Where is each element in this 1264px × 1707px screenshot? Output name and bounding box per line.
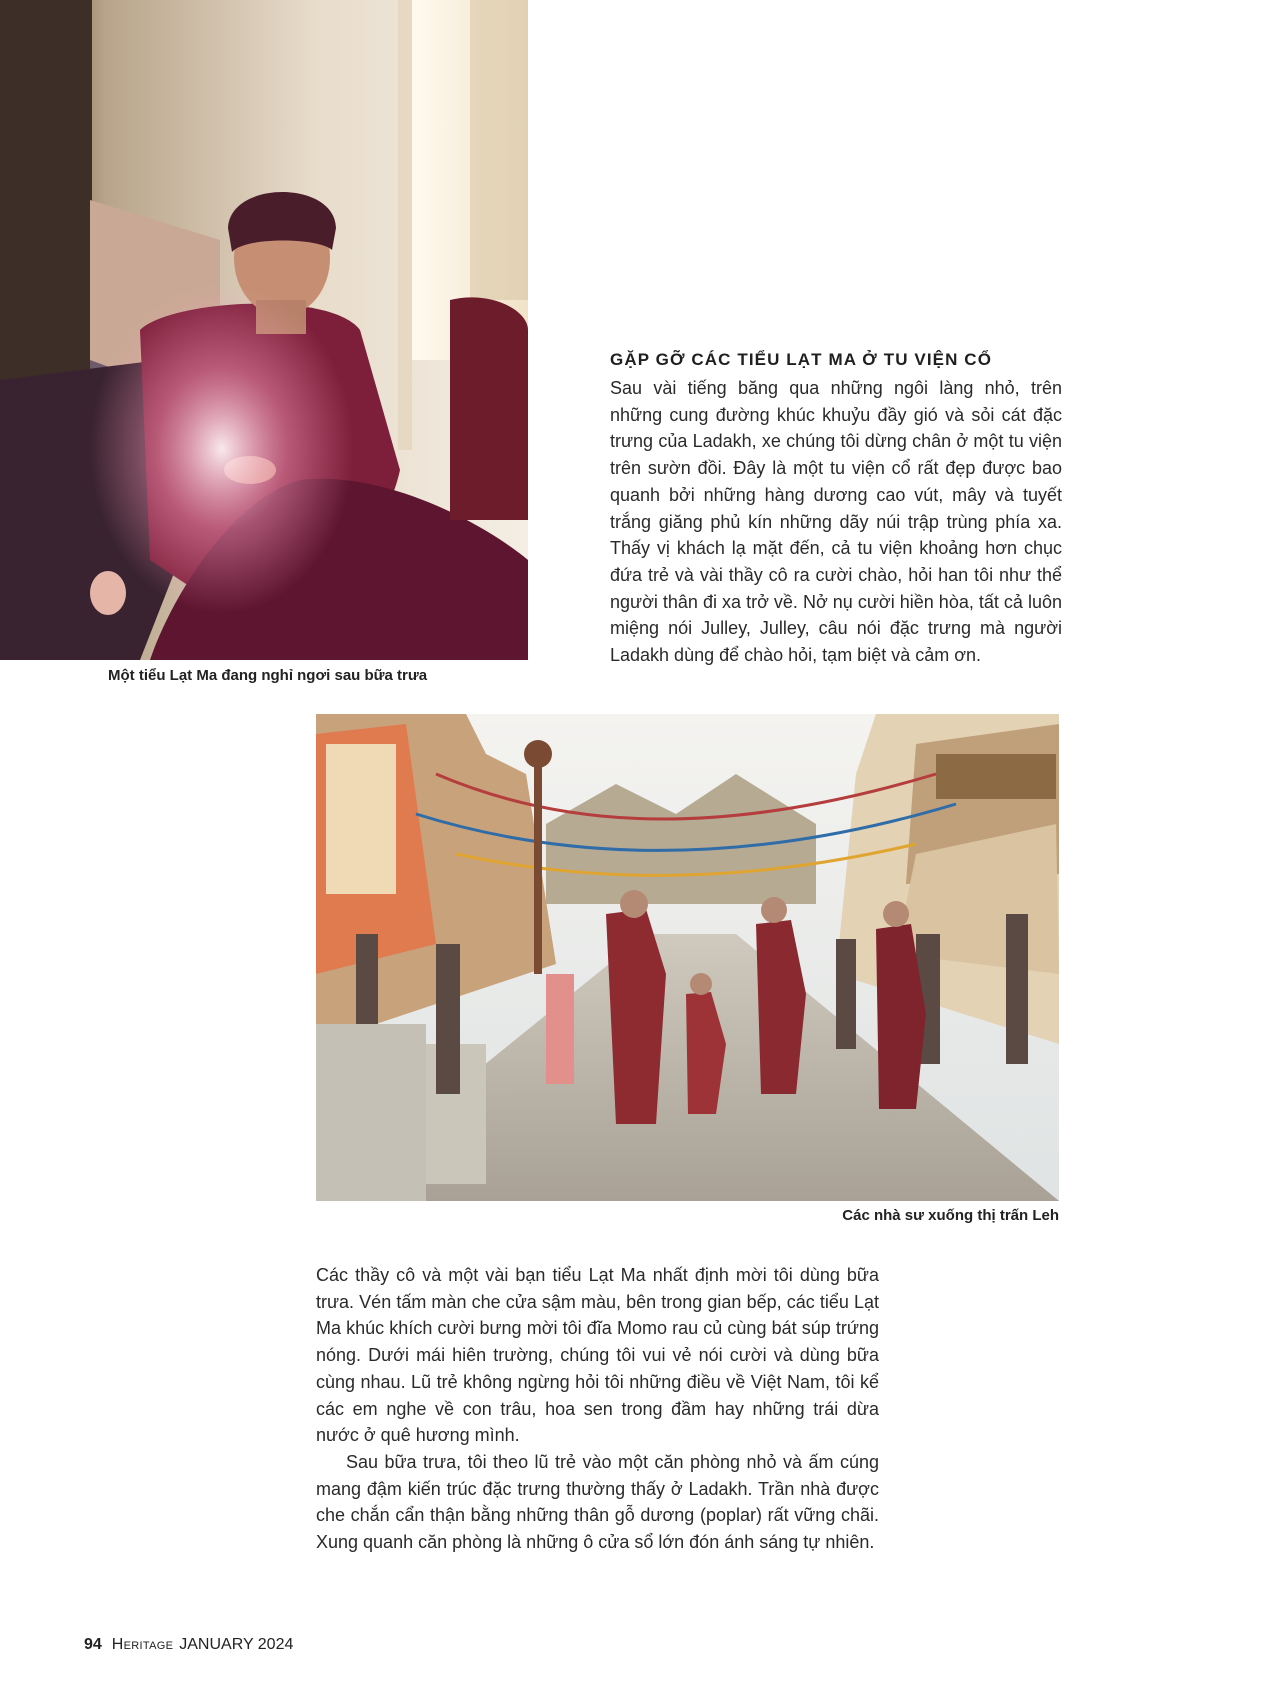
page-number: 94 bbox=[84, 1636, 102, 1653]
section-heading: GẶP GỠ CÁC TIỂU LẠT MA Ở TU VIỆN CỔ bbox=[610, 350, 993, 369]
issue-date: JANUARY 2024 bbox=[179, 1636, 294, 1653]
magazine-name: Heritage bbox=[111, 1636, 174, 1653]
leh-street-photo bbox=[316, 714, 1059, 1201]
body-paragraph: Các thầy cô và một vài bạn tiểu Lạt Ma nhất định mời tôi dùng bữa trưa. Vén tấm màn che cửa sậm màu, bên trong gian bếp, các tiểu Lạt Ma khúc khích cười bưng mời tôi đĩa Momo rau củ cùng bát súp trứng nóng. Dưới mái hiên trường, chúng tôi vui vẻ nói cười và dùng bữa cùng nhau. Lũ trẻ không ngừng hỏi tôi những điều về Việt Nam, tôi kể các em nghe về con trâu, hoa sen trong đầm hay những trái dừa nước ở quê hương mình. bbox=[316, 1265, 879, 1446]
body-paragraph: Sau bữa trưa, tôi theo lũ trẻ vào một căn phòng nhỏ và ấm cúng mang đậm kiến trúc đặc trưng thường thấy ở Ladakh. Trần nhà được che chắn cẩn thận bằng những thân gỗ dương (poplar) rất vững chãi. Xung quanh căn phòng là những ô cửa sổ lớn đón ánh sáng tự nhiên. bbox=[316, 1452, 879, 1553]
leh-street-caption: Các nhà sư xuống thị trấn Leh bbox=[842, 1207, 1059, 1224]
monk-portrait-caption: Một tiểu Lạt Ma đang nghỉ ngơi sau bữa trưa bbox=[108, 667, 428, 684]
page-footer bbox=[84, 1636, 293, 1654]
monk-portrait-photo bbox=[0, 0, 528, 660]
intro-paragraph: Sau vài tiếng băng qua những ngôi làng nhỏ, trên những cung đường khúc khuỷu đầy gió và sỏi cát đặc trưng của Ladakh, xe chúng tôi dừng chân ở một tu viện trên sườn đồi. Đây là một tu viện cổ rất đẹp được bao quanh bởi những hàng dương cao vút, mây và tuyết trắng giăng phủ kín những dãy núi trập trùng phía xa. Thấy vị khách lạ mặt đến, cả tu viện khoảng hơn chục đứa trẻ và vài thầy cô ra cười chào, hỏi han tôi như thể người thân đi xa trở về. Nở nụ cười hiền hòa, tất cả luôn miệng nói Julley, Julley, câu nói đặc trưng mà người Ladakh dùng để chào hỏi, tạm biệt và cảm ơn. bbox=[610, 378, 1062, 666]
